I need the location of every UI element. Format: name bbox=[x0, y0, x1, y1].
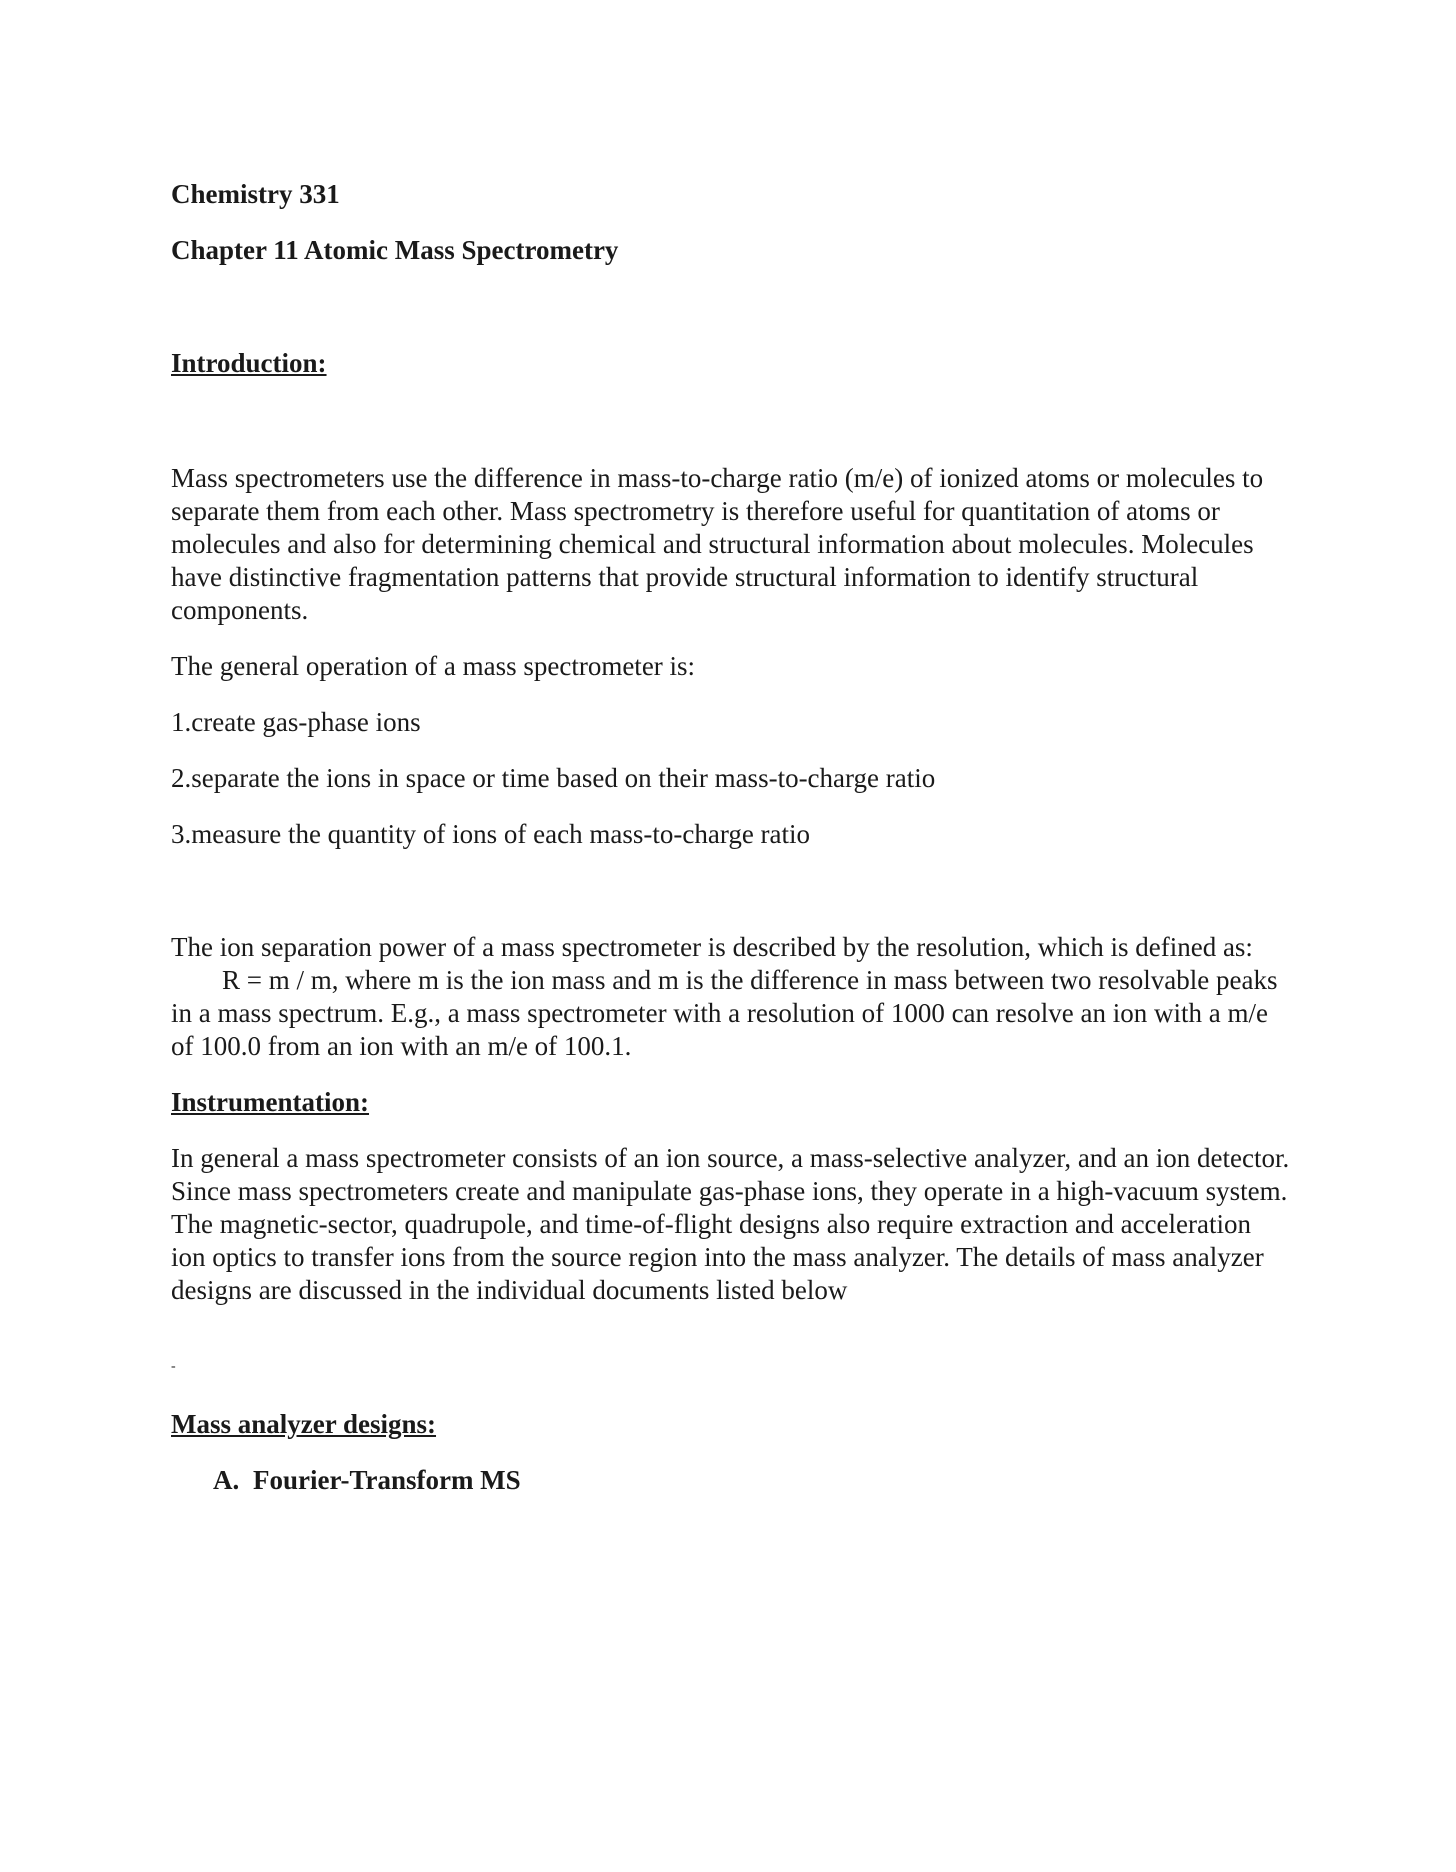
stray-mark: - bbox=[171, 1359, 176, 1374]
resolution-paragraph bbox=[171, 931, 1291, 1063]
resolution-rest: R = m / m, where m is the ion mass and m is the difference in mass between two resolvable peaks in a mass spectrum. E.g., a mass spectrometer with a resolution of 1000 can resolve an ion with a m/e of 100.0 from an ion with an m/e of 100.1. bbox=[171, 965, 1278, 1061]
instrumentation-paragraph: In general a mass spectrometer consists of an ion source, a mass-selective analyzer, and an ion detector. Since mass spectrometers create and manipulate gas-phase ions, they operate in a high-vacuum system. The magnetic-sector, quadrupole, and time-of-flight designs also require extraction and acceleration ion optics to transfer ions from the source region into the mass analyzer. The details of mass analyzer designs are discussed in the individual documents listed below bbox=[171, 1143, 1290, 1305]
designs-heading: Mass analyzer designs: bbox=[171, 1409, 437, 1439]
design-list-marker: A. bbox=[213, 1465, 240, 1495]
document-page bbox=[171, 178, 1291, 1497]
step-item-1: 1.create gas-phase ions bbox=[171, 707, 421, 737]
resolution-lead: The ion separation power of a mass spectrometer is described by the resolution, which is defined as: bbox=[171, 932, 1253, 962]
chapter-title: Chapter 11 Atomic Mass Spectrometry bbox=[171, 235, 619, 265]
step-item-2: 2.separate the ions in space or time based on their mass-to-charge ratio bbox=[171, 763, 936, 793]
design-list-label: Fourier-Transform MS bbox=[253, 1465, 521, 1495]
design-list-item bbox=[213, 1464, 1291, 1497]
step-item-3: 3.measure the quantity of ions of each mass-to-charge ratio bbox=[171, 819, 811, 849]
intro-paragraph: Mass spectrometers use the difference in mass-to-charge ratio (m/e) of ionized atoms or molecules to separate them from each other. Mass spectrometry is therefore useful for quantitation of atoms or molecules and also for determining chemical and structural information about molecules. Molecules have distinctive fragmentation patterns that provide structural information to identify structural components. bbox=[171, 463, 1264, 625]
course-title: Chemistry 331 bbox=[171, 179, 340, 209]
operation-intro: The general operation of a mass spectrometer is: bbox=[171, 651, 696, 681]
introduction-heading: Introduction: bbox=[171, 348, 327, 378]
instrumentation-heading: Instrumentation: bbox=[171, 1087, 370, 1117]
